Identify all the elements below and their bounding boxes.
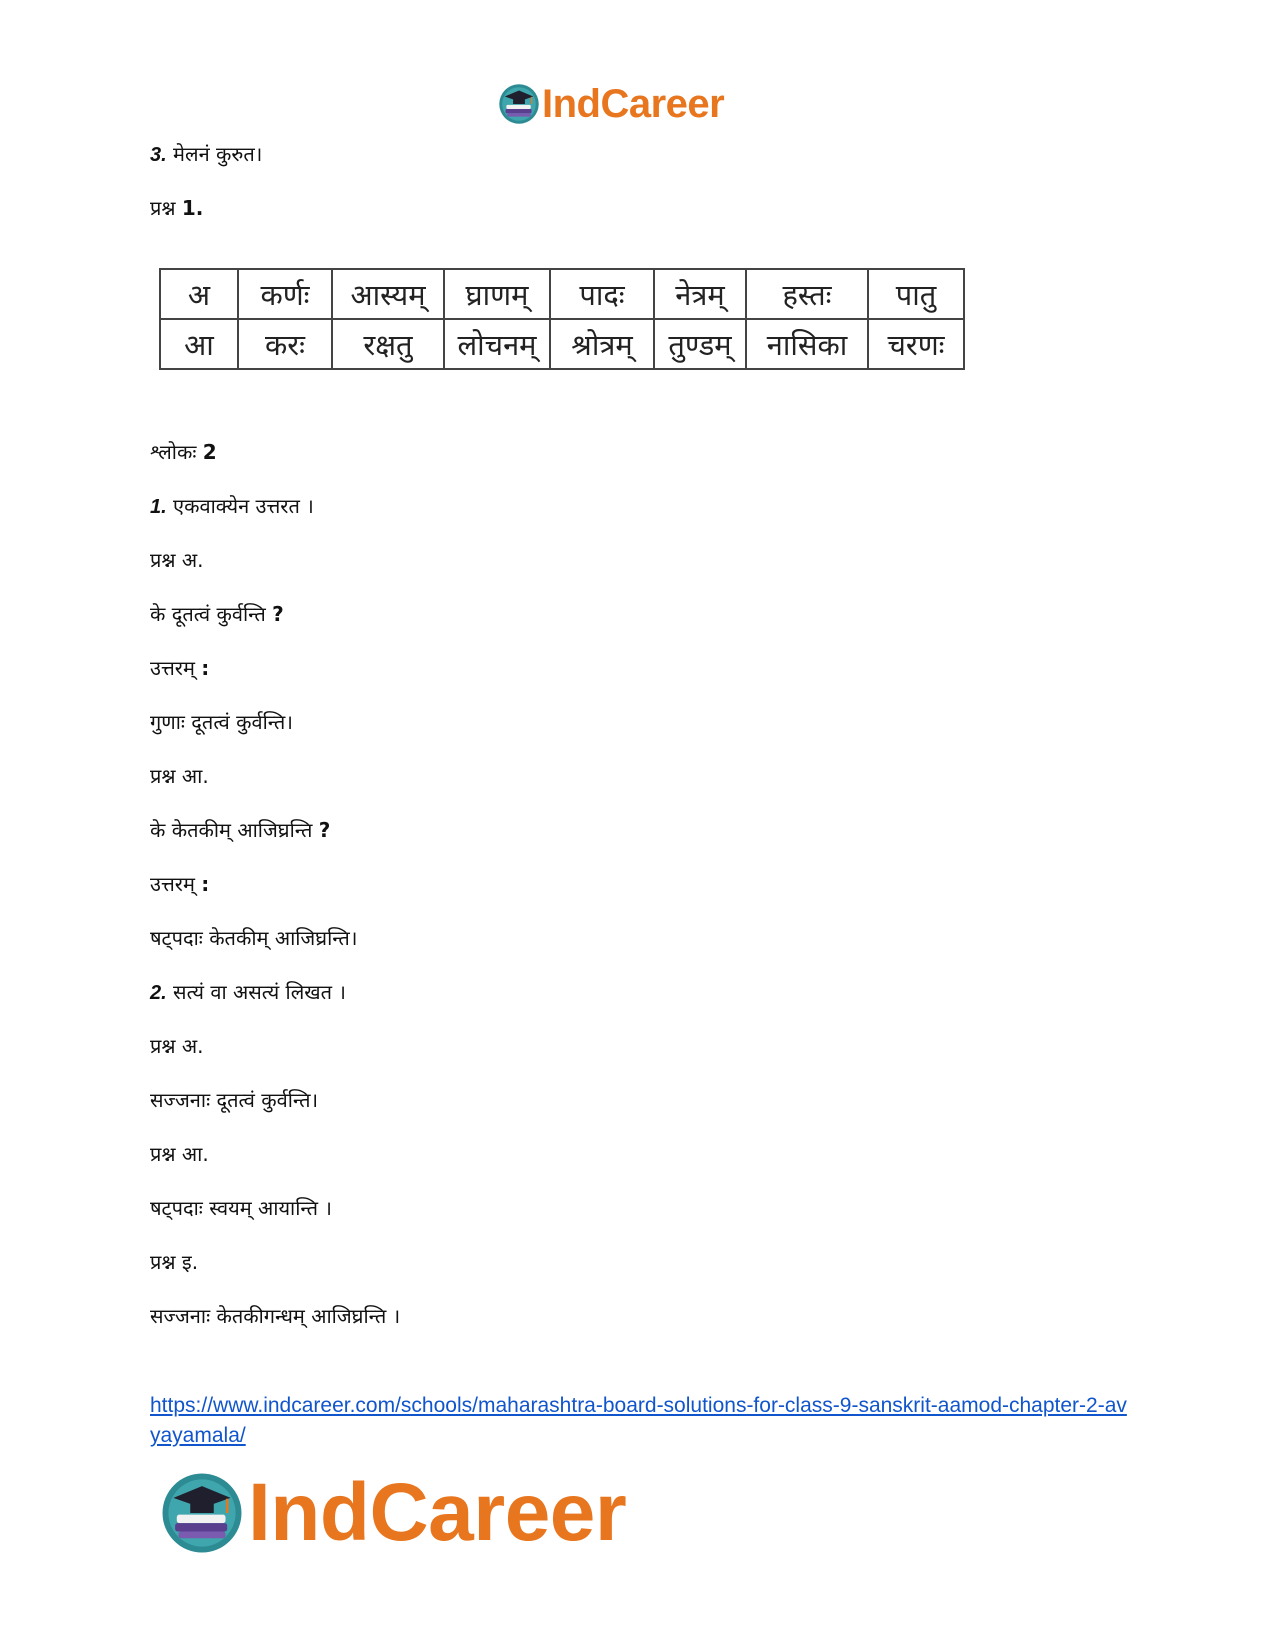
- book-graduation-cap-icon: [498, 83, 540, 125]
- prashna-number: 1.: [181, 196, 204, 220]
- prashna-a-label: प्रश्न अ.: [150, 1034, 204, 1058]
- table-row: [160, 269, 964, 319]
- table-cell: कर्णः: [238, 269, 332, 319]
- header-logo: [498, 80, 724, 128]
- question-mark: ?: [272, 602, 284, 626]
- table-cell: आस्यम्: [332, 269, 444, 319]
- table-cell: तुण्डम्: [654, 319, 746, 369]
- question-mark: ?: [318, 818, 331, 842]
- table-cell: नासिका: [746, 319, 868, 369]
- table-cell: चरणः: [868, 319, 964, 369]
- table-cell: लोचनम्: [444, 319, 550, 369]
- table-cell: रक्षतु: [332, 319, 444, 369]
- table-cell: आ: [160, 319, 238, 369]
- answer-label: [150, 870, 209, 898]
- question-2-heading: [150, 978, 346, 1007]
- prashna-aa-label: प्रश्न आ.: [150, 764, 209, 788]
- question-instruction: सत्यं वा असत्यं लिखत ।: [173, 980, 346, 1004]
- question-number: 1.: [150, 496, 167, 518]
- statement-a: सज्जनाः दूतत्वं कुर्वन्ति।: [150, 1088, 319, 1112]
- table-row: [160, 319, 964, 369]
- question-aa-text: [150, 816, 330, 844]
- question-text: के केतकीम् आजिघ्रन्ति: [150, 818, 313, 842]
- answer-aa-text: षट्पदाः केतकीम् आजिघ्रन्ति।: [150, 926, 358, 950]
- uttaram-label: उत्तरम्: [150, 656, 195, 680]
- shloka-label: श्लोकः: [150, 440, 197, 464]
- brand-wordmark: IndCareer: [542, 81, 725, 126]
- brand-wordmark: IndCareer: [248, 1467, 627, 1558]
- prashna-1-label: [150, 194, 203, 222]
- book-graduation-cap-icon: [160, 1471, 244, 1555]
- answer-a-text: गुणाः दूतत्वं कुर्वन्ति।: [150, 710, 293, 734]
- question-number: 2.: [150, 982, 167, 1004]
- answer-label: [150, 654, 209, 682]
- question-instruction: एकवाक्येन उत्तरत ।: [173, 494, 314, 518]
- table-cell: श्रोत्रम्: [550, 319, 654, 369]
- table-cell: पादः: [550, 269, 654, 319]
- colon: :: [201, 872, 210, 896]
- prashna-aa-label: प्रश्न आ.: [150, 1142, 209, 1166]
- footer-logo: [160, 1468, 626, 1558]
- shloka-heading: [150, 438, 217, 466]
- table-cell: घ्राणम्: [444, 269, 550, 319]
- shloka-number: 2: [202, 440, 217, 464]
- statement-i: सज्जनाः केतकीगन्धम् आजिघ्रन्ति ।: [150, 1304, 401, 1328]
- table-cell: नेत्रम्: [654, 269, 746, 319]
- question-instruction: मेलनं कुरुत।: [173, 142, 263, 166]
- question-a-text: [150, 600, 284, 628]
- matching-table: [159, 268, 965, 370]
- uttaram-label: उत्तरम्: [150, 872, 195, 896]
- table-cell: करः: [238, 319, 332, 369]
- question-1-heading: [150, 492, 314, 521]
- statement-aa: षट्पदाः स्वयम् आयान्ति ।: [150, 1196, 332, 1220]
- prashna-label: प्रश्न: [150, 196, 176, 220]
- question-3-heading: [150, 140, 262, 169]
- source-link[interactable]: https://www.indcareer.com/schools/maharashtra-board-solutions-for-class-9-sanskrit-aamod-chapter-2-avyayamala/: [150, 1394, 1127, 1447]
- table-cell: पातु: [868, 269, 964, 319]
- table-cell: अ: [160, 269, 238, 319]
- table-cell: हस्तः: [746, 269, 868, 319]
- colon: :: [201, 656, 210, 680]
- question-text: के दूतत्वं कुर्वन्ति: [150, 602, 266, 626]
- question-number: 3.: [150, 144, 167, 166]
- prashna-i-label: प्रश्न इ.: [150, 1250, 199, 1274]
- prashna-a-label: प्रश्न अ.: [150, 548, 204, 572]
